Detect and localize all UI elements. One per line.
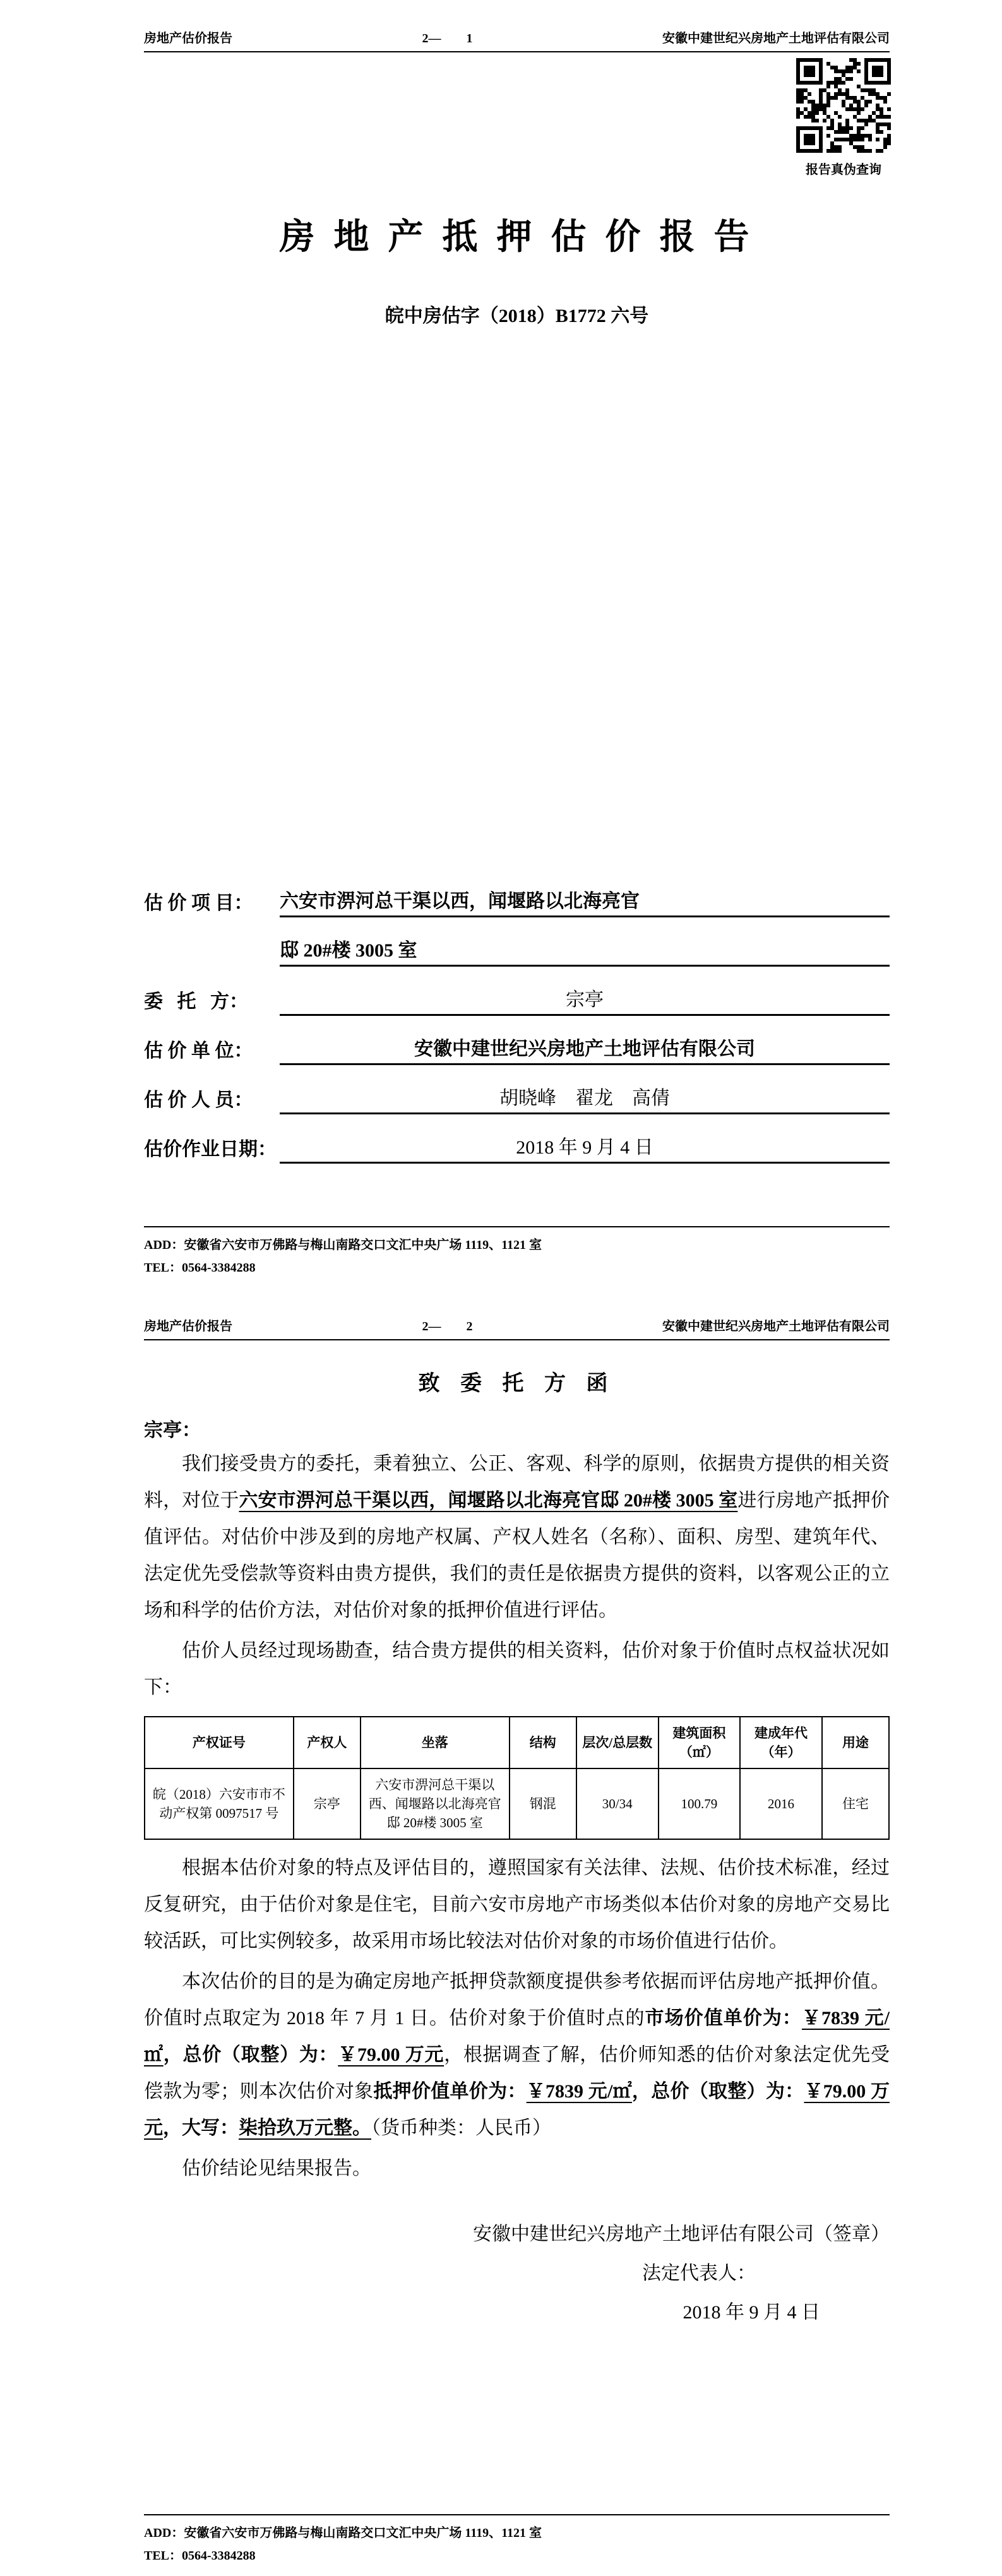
field-staff-value: 胡晓峰 翟龙 高倩 [280,1082,890,1114]
field-agency-label: 估 价 单 位： [144,1041,253,1061]
letter-paragraph-3: 根据本估价对象的特点及评估目的，遵照国家有关法律、法规、估价技术标准，经过反复研究，由于估价对象是住宅，目前六安市房地产市场类似本估价对象的房地产交易比较活跃，可比实例较多，故采用市场比较法对估价对象的市场价值进行估价。 [144,1857,890,1952]
footer-address: ADD：安徽省六安市万佛路与梅山南路交口文汇中央广场 1119、1121 室 [144,2526,542,2540]
header-company-name: 安徽中建世纪兴房地产土地评估有限公司 [662,32,890,45]
field-project-value-line2: 邸 20#楼 3005 室 [280,934,890,967]
letter-paragraph-4 [144,1964,890,2147]
field-client-value: 宗亭 [280,984,890,1016]
letter-paragraph-1 [144,1446,890,1629]
field-project-line2 [144,917,890,967]
signature-legal-representative: 法定代表人： [642,2263,756,2284]
signature-date: 2018 年 9 月 4 日 [683,2302,820,2323]
page-header [144,28,890,52]
report-number: 皖中房估字（2018）B1772 六号 [385,306,649,326]
signature-company: 安徽中建世纪兴房地产土地评估有限公司（签章） [473,2224,890,2245]
letter-salutation: 宗亭： [144,1420,201,1441]
letter-paragraph-5: 估价结论见结果报告。 [182,2158,371,2179]
emphasized-value: ￥7839 元/㎡ [526,2081,632,2102]
report-title: 房 地 产 抵 押 估 价 报 告 [279,218,754,257]
field-client [144,967,890,1016]
table-cell: 30/34 [576,1768,659,1839]
field-project-label: 估 价 项 目： [144,893,253,914]
page-footer [144,1226,890,1279]
field-date-label: 估价作业日期： [144,1139,277,1160]
text-segment: 我们接受贵方的委托，秉着独立、公正、客观、科学的原则，依据贵方提供的相关资料，对位于 [144,1453,890,1511]
emphasized-value: ￥79.00 万元 [338,2044,444,2065]
cover-form [144,868,890,1164]
text-segment: 总价（取整）为： [182,2044,338,2065]
footer-telephone: TEL：0564-3384288 [144,2549,256,2563]
text-segment: ，大写： [163,2118,239,2138]
table-cell: 住宅 [822,1768,889,1839]
header-page-number: 2— 2 [422,1320,473,1333]
qr-block [792,58,895,177]
field-client-label: 委 托 方： [144,991,248,1012]
table-header-cell: 坐落 [361,1717,510,1768]
table-row [145,1768,889,1839]
field-project-value-line1: 六安市淠河总干渠以西，闻堰路以北海亮官 [280,885,890,917]
header-page-number: 2— 1 [422,32,473,45]
header-doc-label: 房地产估价报告 [144,1320,232,1333]
table-header-cell: 层次/总层数 [576,1717,659,1768]
text-segment: 市场价值单价为： [645,2008,802,2029]
text-segment: ，根据调查了解，估价师知悉的估价对象法定优先受偿款为零；则本次估价对象 [144,2044,890,2102]
emphasized-value: 柒拾玖万元整。 [239,2118,371,2138]
letter-title: 致 委 托 方 函 [418,1372,616,1395]
emphasized-value: ￥7839 元/㎡ [144,2008,890,2065]
emphasized-value: 六安市淠河总干渠以西，闻堰路以北海亮官邸 20#楼 3005 室 [239,1490,738,1511]
table-header-row [145,1717,889,1768]
text-segment: ，总价（取整）为： [631,2081,804,2102]
text-segment: 抵押价值单价为： [373,2081,527,2102]
qr-code [796,58,891,153]
header-company-name: 安徽中建世纪兴房地产土地评估有限公司 [662,1320,890,1333]
field-staff-label: 估 价 人 员： [144,1090,253,1111]
page-header [144,1316,890,1340]
field-date [144,1114,890,1164]
table-cell: 钢混 [510,1768,576,1839]
letter-paragraph-2: 估价人员经过现场勘查，结合贵方提供的相关资料，估价对象于价值时点权益状况如下： [144,1640,890,1698]
text-segment: ， [163,2044,183,2065]
table-header-cell: 产权证号 [145,1717,294,1768]
table-cell: 皖（2018）六安市市不动产权第 0097517 号 [145,1768,294,1839]
table-header-cell: 产权人 [294,1717,361,1768]
table-header-cell: 建成年代（年） [740,1717,822,1768]
qr-caption: 报告真伪查询 [806,163,881,177]
field-staff [144,1065,890,1114]
table-cell: 宗亭 [294,1768,361,1839]
signature-block [144,2215,890,2332]
text-segment: 进行房地产抵押价值评估。对估价中涉及到的房地产权属、产权人姓名（名称）、面积、房型、建筑年代、法定优先受偿款等资料由贵方提供，我们的责任是依据贵方提供的资料，以客观公正的立场和科学的估价方法，对估价对象的抵押价值进行评估。 [144,1490,890,1621]
footer-telephone: TEL：0564-3384288 [144,1261,256,1275]
property-table [144,1716,890,1840]
table-header-cell: 用途 [822,1717,889,1768]
page-2-letter [0,1288,1002,2576]
field-date-value: 2018 年 9 月 4 日 [280,1131,890,1164]
text-segment: 本次估价的目的是为确定房地产抵押贷款额度提供参考依据而评估房地产抵押价值。价值时点取定为 2018 年 7 月 1 日。估价对象于价值时点的 [144,1971,890,2029]
field-project [144,868,890,917]
emphasized-value: ￥79.00 万元 [144,2081,890,2138]
table-header-cell: 结构 [510,1717,576,1768]
footer-address: ADD：安徽省六安市万佛路与梅山南路交口文汇中央广场 1119、1121 室 [144,1238,542,1252]
table-header-cell: 建筑面积（㎡） [659,1717,741,1768]
field-agency-value: 安徽中建世纪兴房地产土地评估有限公司 [280,1033,890,1065]
table-cell: 100.79 [659,1768,741,1839]
header-doc-label: 房地产估价报告 [144,32,232,45]
table-cell: 六安市淠河总干渠以西、闻堰路以北海亮官邸 20#楼 3005 室 [361,1768,510,1839]
page-footer [144,2514,890,2567]
table-cell: 2016 [740,1768,822,1839]
field-agency [144,1016,890,1065]
text-segment: （货币种类：人民币） [371,2118,551,2138]
